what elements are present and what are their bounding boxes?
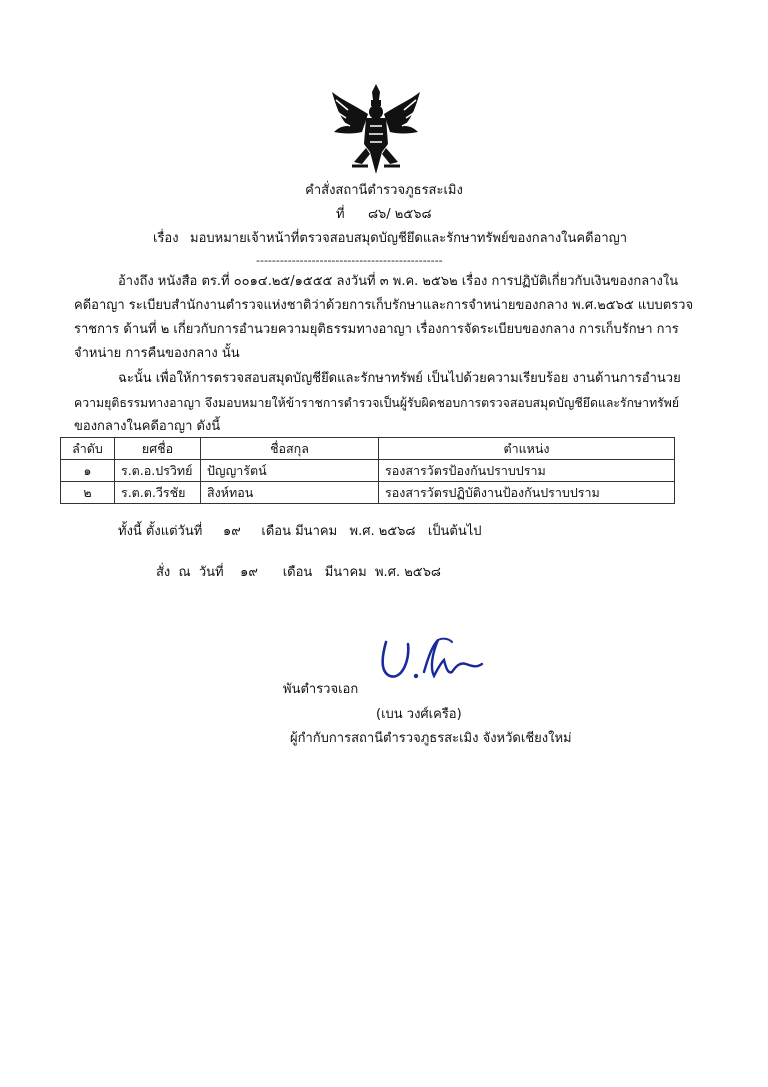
signatory-name: (เบน วงศ์เครือ) xyxy=(376,707,462,722)
column-header: ยศชื่อ xyxy=(115,438,201,460)
paragraph-line: อ้างถึง หนังสือ ตร.ที่ ๐๐๑๔.๒๕/๑๕๕๕ ลงวันที่ ๓ พ.ค. ๒๕๖๒ เรื่อง การปฏิบัติเกี่ยวกับเงินของกลางใน xyxy=(118,274,679,289)
column-header: ตำแหน่ง xyxy=(379,438,675,460)
order-date: สั่ง ณ วันที่ ๑๙ เดือน มีนาคม พ.ศ. ๒๕๖๘ xyxy=(156,565,441,580)
effective-date: ทั้งนี้ ตั้งแต่วันที่ ๑๙ เดือน มีนาคม พ.ศ. ๒๕๖๘ เป็นต้นไป xyxy=(118,524,482,539)
order-title: คำสั่งสถานีตำรวจภูธรสะเมิง xyxy=(305,183,463,198)
order-number-label: ที่ xyxy=(336,207,345,222)
table-cell: ๑ xyxy=(61,460,115,482)
paragraph-line: ความยุติธรรมทางอาญา จึงมอบหมายให้ข้าราชการตำรวจเป็นผู้รับผิดชอบการตรวจสอบสมุดบัญชียึดและรักษาทรัพย์ xyxy=(74,396,680,410)
reference-paragraph xyxy=(74,270,714,366)
table-row xyxy=(61,460,675,482)
table-cell: รองสารวัตรปฏิบัติงานป้องกันปราบปราม xyxy=(379,482,675,504)
garuda-emblem xyxy=(328,82,424,178)
table-cell: รองสารวัตรป้องกันปราบปราม xyxy=(379,460,675,482)
divider-dashes: ----------------------------------------------- xyxy=(256,254,443,267)
assignment-paragraph xyxy=(74,367,714,439)
paragraph-line: ราชการ ด้านที่ ๒ เกี่ยวกับการอำนวยความยุติธรรมทางอาญา เรื่องการจัดระเบียบของกลาง การเก็บรักษา การ xyxy=(74,322,679,337)
signatory-rank: พันตำรวจเอก xyxy=(283,682,359,697)
subject-label: เรื่อง xyxy=(153,231,179,246)
handwritten-signature xyxy=(372,632,492,696)
paragraph-line: คดีอาญา ระเบียบสำนักงานตำรวจแห่งชาติว่าด้วยการเก็บรักษาและการจำหน่ายของกลาง พ.ศ.๒๕๖๕ แบบตรวจ xyxy=(74,298,694,313)
paragraph-line: ฉะนั้น เพื่อให้การตรวจสอบสมุดบัญชียึดและรักษาทรัพย์ เป็นไปด้วยความเรียบร้อย งานด้านการอำนวย xyxy=(118,371,681,386)
order-number: ๘๖/ ๒๕๖๘ xyxy=(368,207,432,222)
officers-table xyxy=(60,437,675,504)
table-cell: สิงห์ทอน xyxy=(201,482,379,504)
column-header: ลำดับ xyxy=(61,438,115,460)
table-cell: ปัญญารัตน์ xyxy=(201,460,379,482)
paragraph-line: จำหน่าย การคืนของกลาง นั้น xyxy=(74,346,240,361)
table-cell: ร.ต.ต.วีรชัย xyxy=(115,482,201,504)
column-header: ชื่อสกุล xyxy=(201,438,379,460)
table-cell: ๒ xyxy=(61,482,115,504)
signatory-position: ผู้กำกับการสถานีตำรวจภูธรสะเมิง จังหวัดเชียงใหม่ xyxy=(290,731,572,746)
table-header-row xyxy=(61,438,675,460)
table-cell: ร.ต.อ.ปรวิทย์ xyxy=(115,460,201,482)
table-row xyxy=(61,482,675,504)
subject-text: มอบหมายเจ้าหน้าที่ตรวจสอบสมุดบัญชียึดและรักษาทรัพย์ของกลางในคดีอาญา xyxy=(190,231,628,246)
paragraph-line: ของกลางในคดีอาญา ดังนี้ xyxy=(74,419,221,434)
